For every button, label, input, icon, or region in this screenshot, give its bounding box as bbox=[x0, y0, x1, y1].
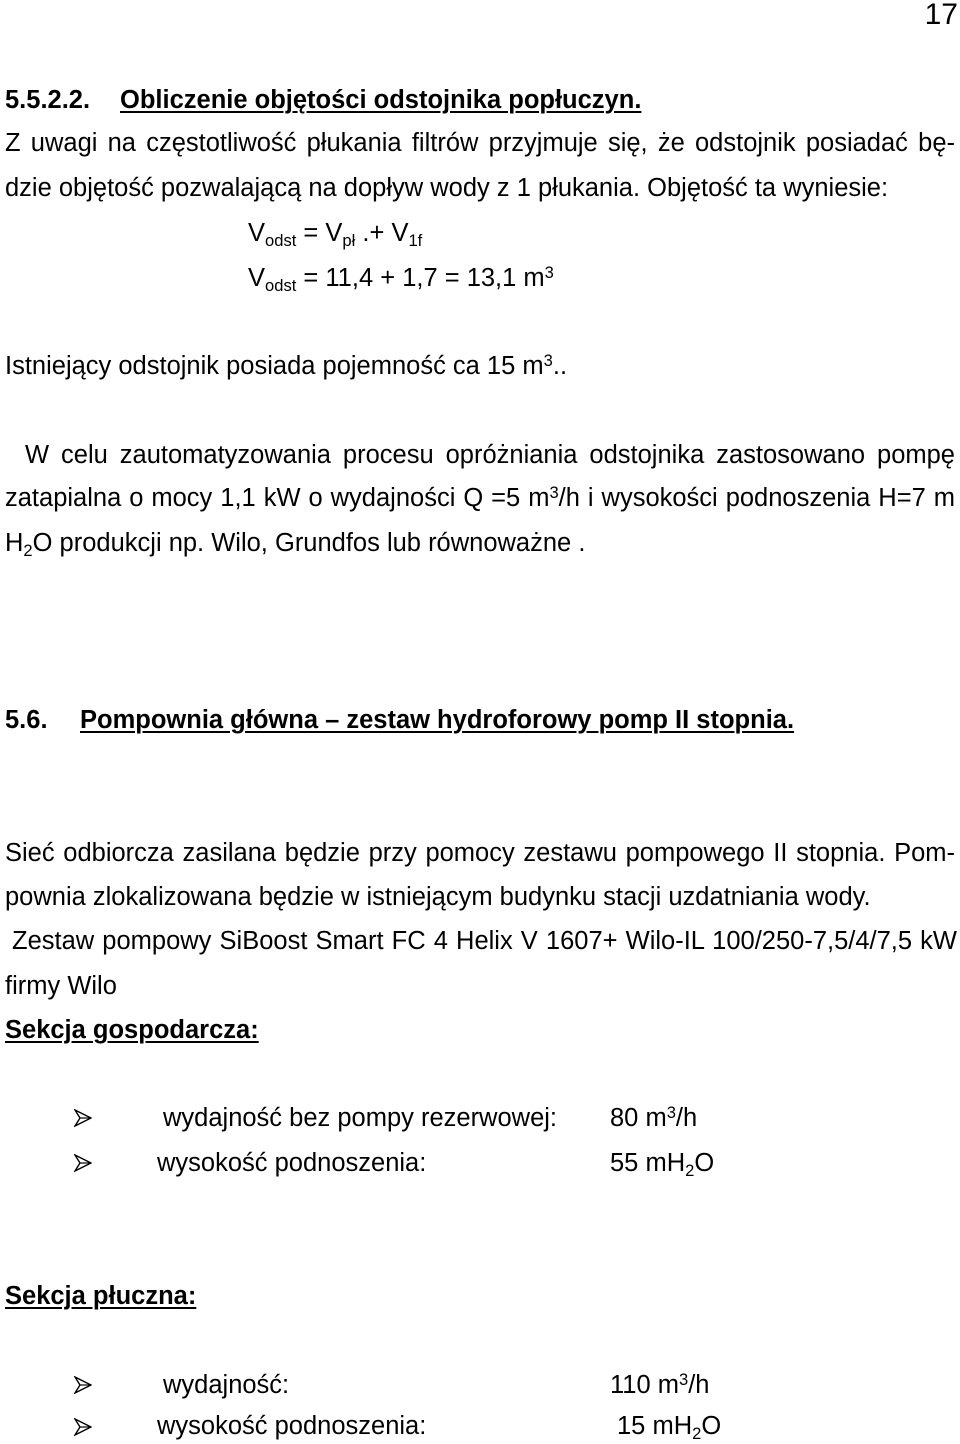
spec-value-tail: /h bbox=[688, 1371, 710, 1399]
spec-label: wysokość podnoszenia: bbox=[157, 1412, 427, 1440]
paragraph-line: Zestaw pompowy SiBoost Smart FC 4 Helix V 1607+ Wilo-IL 100/250-7,5/4/7,5 kW bbox=[12, 927, 957, 955]
spec-value bbox=[610, 1370, 709, 1400]
formula-volume-sum bbox=[248, 218, 422, 248]
spec-value-text: 55 mH bbox=[610, 1149, 686, 1177]
spec-value-text: 110 m bbox=[610, 1371, 679, 1399]
section-number: 5.5.2.2. bbox=[5, 86, 91, 114]
page-number: 17 bbox=[924, 0, 958, 31]
formula-volume-result bbox=[248, 263, 554, 293]
subsection-heading: Sekcja gospodarcza: bbox=[5, 1016, 259, 1044]
spec-label: wydajność bez pompy rezerwowej: bbox=[163, 1104, 558, 1132]
unit-superscript: 3 bbox=[543, 350, 553, 370]
formula-text: = 11,4 + 1,7 = 13,1 m bbox=[296, 264, 545, 292]
paragraph-text: /h i wysokości podnoszenia H=7 m bbox=[558, 484, 955, 512]
arrow-bullet-icon bbox=[74, 1109, 92, 1127]
formula-text: = V bbox=[296, 219, 343, 247]
formula-subscript: odst bbox=[265, 275, 297, 295]
spec-value-text: 15 mH bbox=[617, 1412, 693, 1440]
existing-tank-line bbox=[5, 351, 567, 381]
arrow-bullet-icon bbox=[74, 1154, 92, 1172]
formula-subscript: 1f bbox=[408, 230, 423, 250]
unit-superscript: 3 bbox=[666, 1102, 676, 1122]
section-title: Obliczenie objętości odstojnika popłuczyn. bbox=[120, 86, 642, 114]
spec-value-text: 80 m bbox=[610, 1104, 667, 1132]
paragraph-line: dzie objętość pozwalającą na dopływ wody z 1 płukania. Objętość ta wyniesie: bbox=[5, 174, 889, 202]
paragraph-line: Z uwagi na częstotliwość płukania filtrów przyjmuje się, że odstojnik posiadać bę- bbox=[5, 129, 955, 157]
section-title: Pompownia główna – zestaw hydroforowy pomp II stopnia. bbox=[80, 706, 795, 734]
paragraph-line: pownia zlokalizowana będzie w istniejącym budynku stacji uzdatniania wody. bbox=[5, 883, 871, 911]
spec-value bbox=[610, 1148, 714, 1178]
spec-value-tail: O bbox=[701, 1412, 722, 1440]
spec-value bbox=[617, 1411, 721, 1441]
unit-subscript: 2 bbox=[23, 540, 33, 560]
paragraph-line: firmy Wilo bbox=[5, 972, 117, 1000]
paragraph-text: H bbox=[5, 529, 24, 557]
unit-subscript: 2 bbox=[685, 1160, 695, 1180]
spec-value-tail: O bbox=[694, 1149, 715, 1177]
unit-superscript: 3 bbox=[549, 482, 559, 502]
paragraph-line: Sieć odbiorcza zasilana będzie przy pomocy zestawu pompowego II stopnia. Pom- bbox=[5, 839, 955, 867]
paragraph-line bbox=[5, 483, 955, 513]
formula-text: .+ V bbox=[355, 219, 409, 247]
unit-superscript: 3 bbox=[678, 1369, 689, 1389]
spec-label: wydajność: bbox=[163, 1371, 290, 1399]
spec-value bbox=[610, 1103, 697, 1133]
subsection-heading: Sekcja płuczna: bbox=[5, 1282, 197, 1310]
existing-tank-text: Istniejący odstojnik posiada pojemność ca 15 m bbox=[5, 352, 544, 380]
formula-text: V bbox=[248, 264, 266, 292]
unit-subscript: 2 bbox=[692, 1423, 702, 1443]
spec-label: wysokość podnoszenia: bbox=[157, 1149, 427, 1177]
spec-value-tail: /h bbox=[675, 1104, 698, 1132]
arrow-bullet-icon bbox=[74, 1418, 92, 1436]
paragraph-text: O produkcji np. Wilo, Grundfos lub równoważne . bbox=[32, 529, 586, 557]
formula-subscript: pł bbox=[342, 230, 356, 250]
arrow-bullet-icon bbox=[74, 1376, 92, 1394]
paragraph-text: zatapialna o mocy 1,1 kW o wydajności Q =5 m bbox=[5, 484, 550, 512]
formula-subscript: odst bbox=[265, 230, 297, 250]
existing-tank-tail: .. bbox=[552, 352, 568, 380]
formula-superscript: 3 bbox=[544, 262, 554, 282]
formula-text: V bbox=[248, 219, 266, 247]
section-number: 5.6. bbox=[5, 706, 48, 734]
paragraph-line bbox=[5, 528, 585, 558]
paragraph-line: W celu zautomatyzowania procesu opróżniania odstojnika zastosowano pompę bbox=[25, 441, 955, 469]
